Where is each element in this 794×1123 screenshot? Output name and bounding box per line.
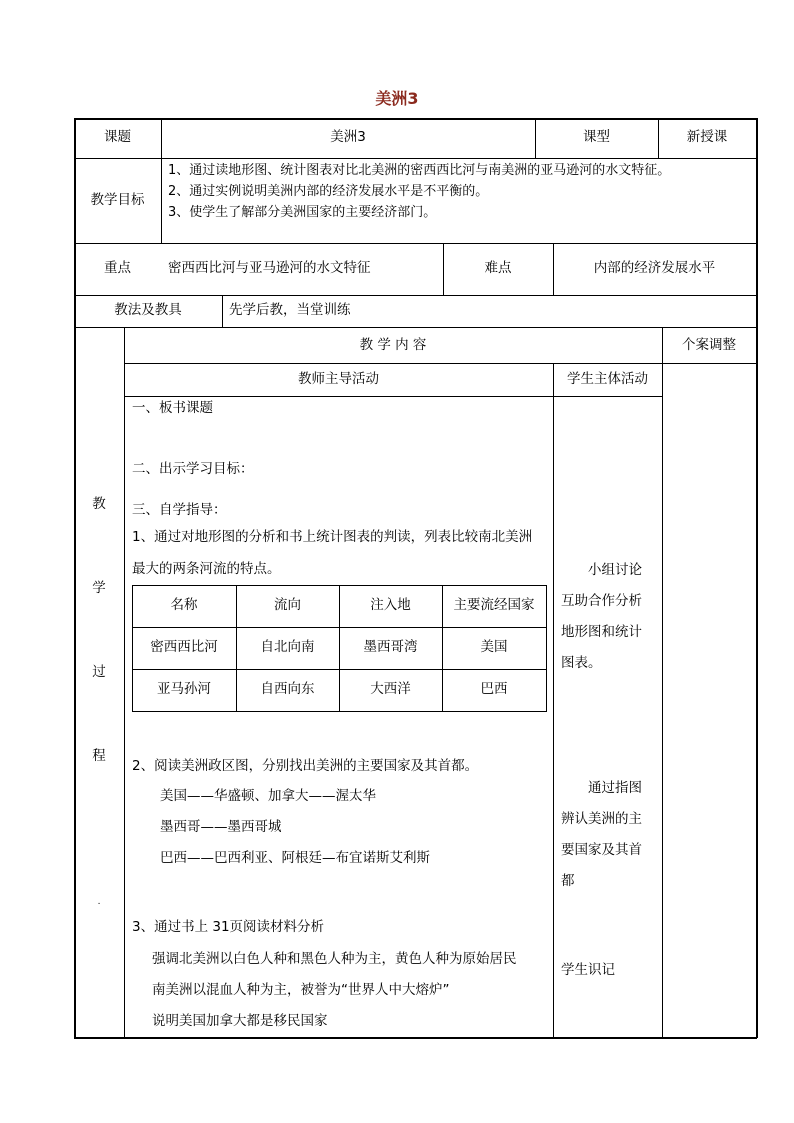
analysis-line: 强调北美洲以白色人种和黑色人种为主，黄色人种为原始居民 bbox=[152, 951, 517, 967]
capital-line: 美国——华盛顿、加拿大——渥太华 bbox=[160, 788, 376, 804]
objectives-label: 教学目标 bbox=[90, 192, 145, 208]
teacher-step: 2、阅读美洲政区图，分别找出美洲的主要国家及其首都。 bbox=[132, 758, 479, 774]
river-table-cell: 自西向东 bbox=[260, 681, 315, 697]
river-table-cell: 巴西 bbox=[480, 681, 508, 697]
river-table-cell: 亚马孙河 bbox=[157, 681, 211, 697]
process-side-dot: . bbox=[97, 897, 101, 907]
student-activity-line: 地形图和统计 bbox=[561, 624, 642, 640]
difficulty-label: 难点 bbox=[484, 260, 512, 276]
teacher-step: 最大的两条河流的特点。 bbox=[132, 561, 281, 577]
student-activity-line: 都 bbox=[561, 873, 575, 889]
process-side-char: 过 bbox=[92, 664, 106, 680]
teacher-step: 二、出示学习目标： bbox=[132, 461, 254, 477]
keypoint-value: 密西西比河与亚马逊河的水文特征 bbox=[168, 260, 371, 276]
capital-line: 巴西——巴西利亚、阿根廷—布宜诺斯艾利斯 bbox=[160, 850, 430, 866]
objective-item: 3、使学生了解部分美洲国家的主要经济部门。 bbox=[168, 205, 437, 220]
river-table-cell: 自北向南 bbox=[260, 639, 315, 655]
teacher-step: 一、板书课题 bbox=[132, 400, 213, 416]
adjust-header: 个案调整 bbox=[682, 337, 736, 353]
student-activity-line: 互助合作分析 bbox=[561, 593, 642, 609]
student-activity-line: 辨认美洲的主 bbox=[561, 811, 642, 827]
river-table-header: 流向 bbox=[274, 597, 301, 613]
teacher-header: 教师主导活动 bbox=[298, 371, 379, 387]
analysis-line: 南美洲以混血人种为主，被誉为“世界人中大熔炉” bbox=[152, 982, 450, 998]
topic-value: 美洲3 bbox=[330, 129, 366, 145]
method-value: 先学后教，当堂训练 bbox=[229, 302, 351, 318]
keypoint-label: 重点 bbox=[104, 260, 131, 276]
river-table-header: 注入地 bbox=[370, 597, 411, 613]
difficulty-value: 内部的经济发展水平 bbox=[593, 260, 716, 276]
student-activity-line: 学生识记 bbox=[561, 962, 615, 978]
teacher-step: 3、通过书上 31页阅读材料分析 bbox=[132, 919, 325, 935]
analysis-line: 说明美国加拿大都是移民国家 bbox=[152, 1013, 328, 1029]
student-header: 学生主体活动 bbox=[567, 371, 648, 387]
document-title: 美洲3 bbox=[375, 89, 419, 108]
teacher-step: 三、自学指导： bbox=[132, 502, 227, 518]
river-table-cell: 美国 bbox=[480, 639, 508, 655]
process-side-char: 学 bbox=[92, 580, 106, 596]
type-value: 新授课 bbox=[686, 129, 728, 145]
capital-line: 墨西哥——墨西哥城 bbox=[160, 819, 282, 835]
objective-item: 2、通过实例说明美洲内部的经济发展水平是不平衡的。 bbox=[168, 184, 489, 199]
river-table-cell: 密西西比河 bbox=[150, 639, 218, 655]
objective-item: 1、通过读地形图、统计图表对比北美洲的密西西比河与南美洲的亚马逊河的水文特征。 bbox=[168, 163, 671, 178]
topic-label: 课题 bbox=[104, 129, 131, 145]
student-activity-line: 小组讨论 bbox=[588, 562, 642, 578]
river-table-header: 主要流经国家 bbox=[453, 597, 535, 613]
type-label: 课型 bbox=[583, 129, 610, 145]
river-table-header: 名称 bbox=[170, 597, 198, 613]
process-side-char: 程 bbox=[92, 748, 106, 764]
teacher-step: 1、通过对地形图的分析和书上统计图表的判读，列表比较南北美洲 bbox=[132, 529, 533, 545]
river-table-cell: 大西洋 bbox=[370, 681, 411, 697]
method-label: 教法及教具 bbox=[114, 302, 182, 318]
student-activity-line: 要国家及其首 bbox=[561, 842, 642, 858]
student-activity-line: 通过指图 bbox=[588, 780, 642, 796]
content-header: 教 学 内 容 bbox=[359, 337, 427, 353]
process-side-char: 教 bbox=[92, 496, 106, 512]
student-activity-line: 图表。 bbox=[561, 655, 602, 671]
river-table-cell: 墨西哥湾 bbox=[363, 639, 418, 655]
